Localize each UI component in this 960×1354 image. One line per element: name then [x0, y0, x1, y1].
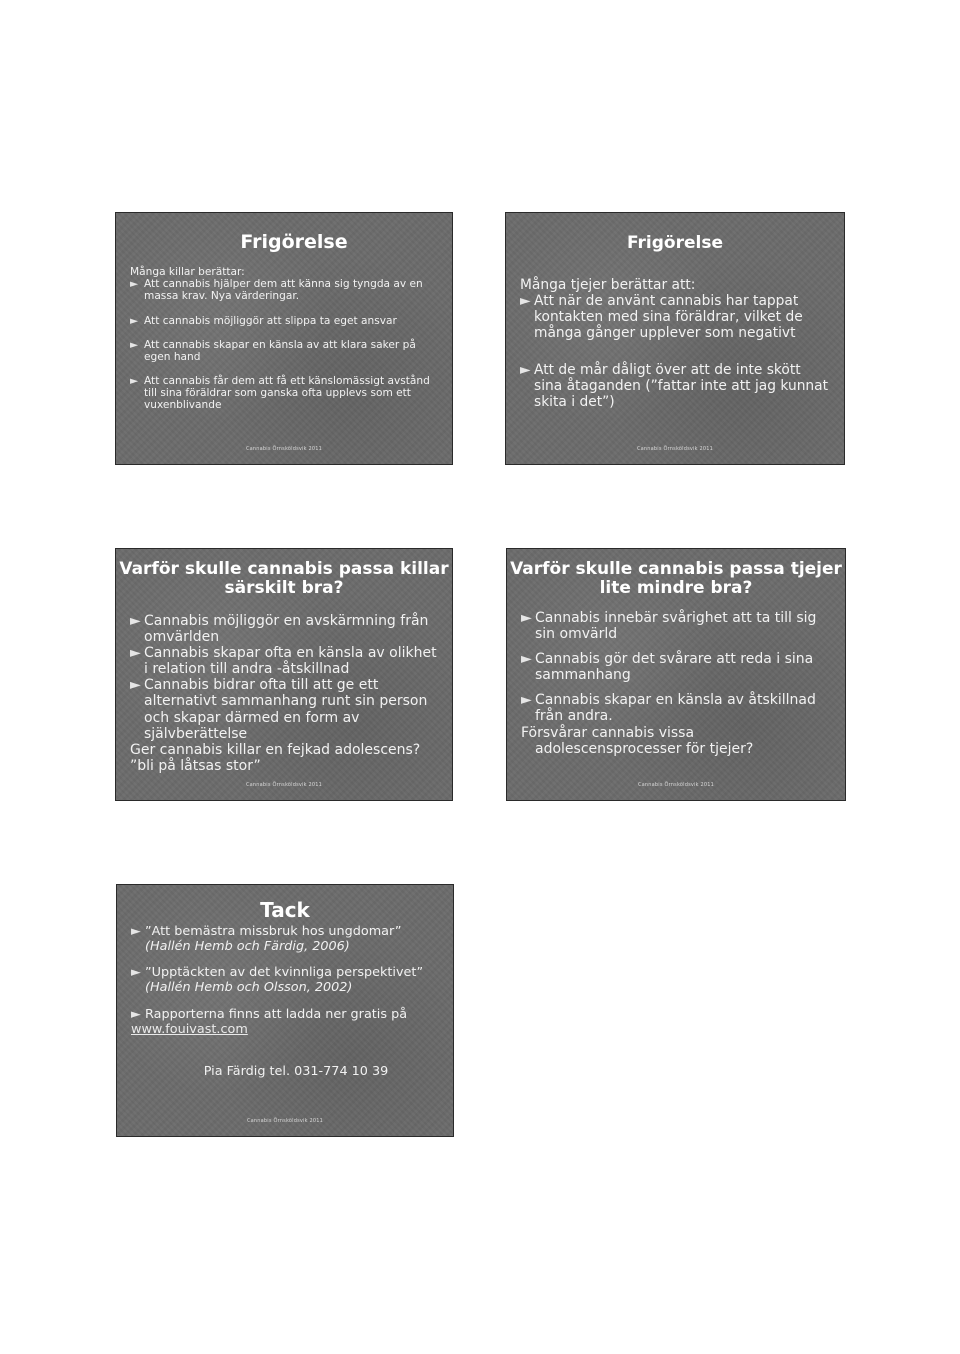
slide-footer: Cannabis Örnsköldsvik 2011: [637, 782, 715, 788]
triangle-right-icon: ►: [130, 338, 139, 351]
bullet-text: Att cannabis möjliggör att slippa ta eget ansvar: [144, 314, 397, 327]
reference-title: ”Att bemästra missbruk hos ungdomar”: [145, 924, 402, 939]
bullet-item: [130, 613, 440, 645]
bullet-item: [521, 692, 833, 724]
slide-footer: Cannabis Örnsköldsvik 2011: [636, 446, 714, 452]
slide-content: [520, 278, 832, 411]
slide-title: Varför skulle cannabis passa killar särskilt bra?: [119, 559, 449, 599]
bullet-item: [130, 339, 440, 363]
slide-varfor-tjejer: [506, 548, 846, 801]
slide-varfor-killar: [115, 548, 453, 801]
website-link[interactable]: www.fouivast.com: [131, 1021, 248, 1037]
reference-item: [131, 925, 441, 954]
slide-content: [130, 613, 440, 774]
report-note: [131, 1008, 441, 1023]
bullet-item: [130, 645, 440, 677]
slide-intro: Många killar berättar:: [130, 266, 245, 278]
reference-citation: (Hallén Hemb och Olsson, 2002): [145, 980, 353, 996]
bullet-text: Att cannabis hjälper dem att känna sig tyngda av en massa krav. Nya värderingar.: [144, 278, 423, 303]
bullet-item: [130, 375, 440, 412]
bullet-item: [130, 315, 440, 327]
triangle-right-icon: ►: [520, 362, 531, 379]
bullet-text: Att cannabis skapar en känsla av att klara saker på egen hand: [144, 338, 416, 363]
slide-title: Tack: [260, 898, 310, 922]
bullet-item: [130, 677, 440, 741]
slide-outro: Ger cannabis killar en fejkad adolescens?: [130, 741, 421, 758]
slide-tack: [116, 884, 454, 1137]
bullet-text: Cannabis möjliggör en avskärmning från omvärlden: [144, 613, 429, 646]
triangle-right-icon: ►: [130, 677, 141, 694]
triangle-right-icon: ►: [131, 1006, 141, 1022]
triangle-right-icon: ►: [521, 651, 532, 668]
triangle-right-icon: ►: [521, 692, 532, 709]
bullet-text: Cannabis innebär svårighet att ta till sig sin omvärld: [535, 610, 817, 643]
bullet-item: [521, 651, 833, 683]
triangle-right-icon: ►: [520, 292, 531, 309]
slide-frigorelse-killar: [115, 212, 453, 465]
triangle-right-icon: ►: [131, 924, 141, 939]
contact-info: Pia Färdig tel. 031-774 10 39: [203, 1064, 389, 1080]
reference-item: [131, 966, 441, 995]
triangle-right-icon: ►: [131, 965, 141, 981]
bullet-text: Att cannabis får dem att få ett känslomässigt avstånd till sina föräldrar som ganska ofta upplevs som ett vuxenblivande: [144, 375, 430, 412]
triangle-right-icon: ►: [130, 645, 141, 662]
slide-content: [130, 266, 440, 412]
slide-title: Frigörelse: [627, 233, 723, 253]
slide-title: Varför skulle cannabis passa tjejer lite mindre bra?: [510, 559, 842, 599]
bullet-text: Att när de använt cannabis har tappat kontakten med sina föräldrar, vilket de många gånger upplever som negativt: [534, 292, 803, 341]
slide-title: Frigörelse: [240, 231, 348, 253]
outro-text: Försvårar cannabis vissa adolescensprocesser för tjejer?: [521, 724, 754, 757]
bullet-text: Cannabis skapar en känsla av åtskillnad från andra.: [535, 692, 816, 725]
reference-citation: (Hallén Hemb och Färdig, 2006): [145, 938, 350, 954]
slide-frigorelse-tjejer: [505, 212, 845, 465]
bullet-item: [520, 294, 832, 342]
bullet-text: Cannabis bidrar ofta till att ge ett alternativt sammanhang runt sin person och skapar därmed en form av självberättelse: [144, 677, 428, 742]
slide-content: [521, 610, 833, 757]
bullet-item: [520, 363, 832, 411]
bullet-item: [130, 278, 440, 302]
bullet-text: Cannabis gör det svårare att reda i sina sammanhang: [535, 651, 814, 684]
slide-intro: Många tjejer berättar att:: [520, 277, 696, 293]
slide-outro: ”bli på låtsas stor”: [130, 757, 261, 774]
report-text: Rapporterna finns att ladda ner gratis på: [145, 1006, 408, 1022]
triangle-right-icon: ►: [130, 278, 139, 291]
triangle-right-icon: ►: [521, 610, 532, 626]
bullet-item: [521, 610, 833, 642]
triangle-right-icon: ►: [130, 375, 139, 388]
slide-footer: Cannabis Örnsköldsvik 2011: [245, 782, 323, 788]
slide-footer: Cannabis Örnsköldsvik 2011: [245, 446, 323, 452]
slide-footer: Cannabis Örnsköldsvik 2011: [246, 1118, 324, 1124]
slide-content: [131, 925, 441, 1080]
triangle-right-icon: ►: [130, 314, 139, 327]
triangle-right-icon: ►: [130, 613, 141, 629]
reference-title: ”Upptäckten av det kvinnliga perspektivet”: [145, 965, 424, 981]
bullet-text: Cannabis skapar ofta en känsla av olikhet i relation till andra -åtskillnad: [144, 645, 437, 678]
bullet-text: Att de mår dåligt över att de inte skött sina åtaganden (”fattar inte att jag kunnat skita i det”): [534, 362, 829, 411]
slide-outro: [521, 725, 833, 757]
